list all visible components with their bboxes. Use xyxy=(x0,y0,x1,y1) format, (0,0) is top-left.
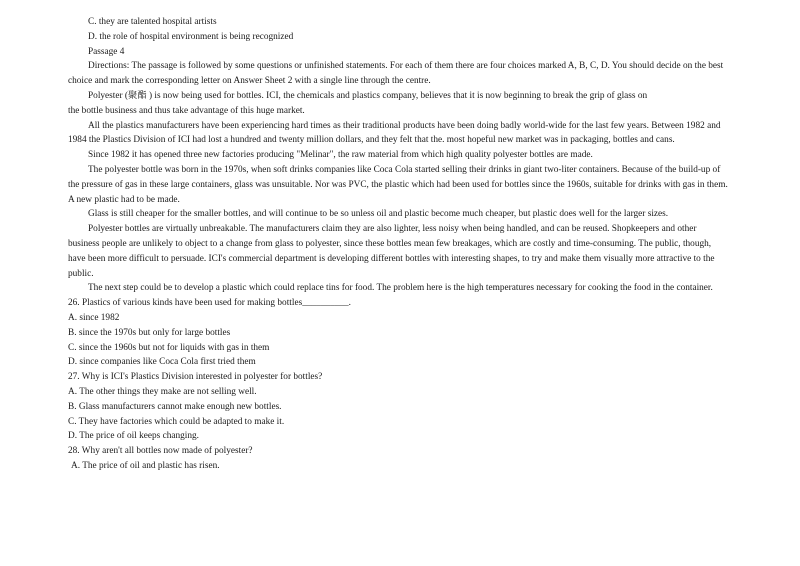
passage-heading: Passage 4 xyxy=(88,46,125,57)
question-26-option-c: C. since the 1960s but not for liquids with gas in them xyxy=(68,342,270,353)
paragraph-next-step: The next step could be to develop a plastic which could replace tins for food. The problem here is the high temperatures necessary for cooking the food in the container. xyxy=(88,283,713,294)
question-27-option-d: D. The price of oil keeps changing. xyxy=(68,431,199,442)
question-26-option-a: A. since 1982 xyxy=(68,312,120,323)
paragraph-manufacturers: All the plastics manufacturers have been experiencing hard times as their traditional products have been doing badly world-wide for the last few years. Between 1982 and 1984 the Plastics Division of ICI had lost a hundred and twenty million dollars, and they felt that the. most hopeful new market was in packaging, bottles and cans. xyxy=(68,120,721,146)
question-26-option-b: B. since the 1970s but only for large bottles xyxy=(68,327,231,338)
paragraph-glass-cheaper: Glass is still cheaper for the smaller bottles, and will continue to be so unless oil and plastic become much cheaper, but plastic does well for the larger sizes. xyxy=(88,209,669,220)
paragraph-factories: Since 1982 it has opened three new factories producing "Melinar", the raw material from which high quality polyester bottles are made. xyxy=(88,150,593,161)
option-d-prev-question: D. the role of hospital environment is being recognized xyxy=(88,31,294,42)
question-26-option-d: D. since companies like Coca Cola first tried them xyxy=(68,357,256,368)
question-27-option-c: C. They have factories which could be adapted to make it. xyxy=(68,416,285,427)
question-27-option-b: B. Glass manufacturers cannot make enough new bottles. xyxy=(68,401,282,412)
option-c-prev-question: C. they are talented hospital artists xyxy=(88,17,217,27)
question-27-option-a: A. The other things they make are not selling well. xyxy=(68,386,257,397)
question-26-stem: 26. Plastics of various kinds have been used for making bottles__________. xyxy=(68,298,351,309)
paragraph-polyester-line1: Polyester (聚酯 ) is now being used for bottles. ICI, the chemicals and plastics company, believes that it is now beginning to break the grip of glass on xyxy=(88,90,648,101)
directions-paragraph: Directions: The passage is followed by some questions or unfinished statements. For each of them there are four choices marked A, B, C, D. You should decide on the best choice and mark the corresponding letter on Answer Sheet 2 with a single line through the centre. xyxy=(68,61,724,87)
question-28-stem: 28. Why aren't all bottles now made of polyester? xyxy=(68,446,253,457)
paragraph-bottle-history: The polyester bottle was born in the 1970s, when soft drinks companies like Coca Cola started selling their drinks in giant two-liter containers. Because of the build-up of the pressure of gas in these large containers, glass was unsuitable. Nor was PVC, the plastic which had been used for bottles since the 1960s, suitable for drinks with gas in them. A new plastic had to be made. xyxy=(68,164,728,205)
paragraph-polyester-line2: the bottle business and thus take advantage of this huge market. xyxy=(68,105,305,116)
question-27-stem: 27. Why is ICI's Plastics Division interested in polyester for bottles? xyxy=(68,372,323,383)
document-page xyxy=(68,15,728,474)
question-28-option-a: A. The price of oil and plastic has risen. xyxy=(71,460,220,471)
paragraph-unbreakable: Polyester bottles are virtually unbreakable. The manufacturers claim they are also lighter, less noisy when being handled, and can be reused. Shopkeepers and other business people are unlikely to object to a change from glass to polyester, since these bottles mean few breakages, which are costly and time-consuming. The public, though, have been more difficult to persuade. ICI's commercial department is developing different bottles with interesting shapes, to try and make them visually more attractive to the public. xyxy=(68,224,715,279)
